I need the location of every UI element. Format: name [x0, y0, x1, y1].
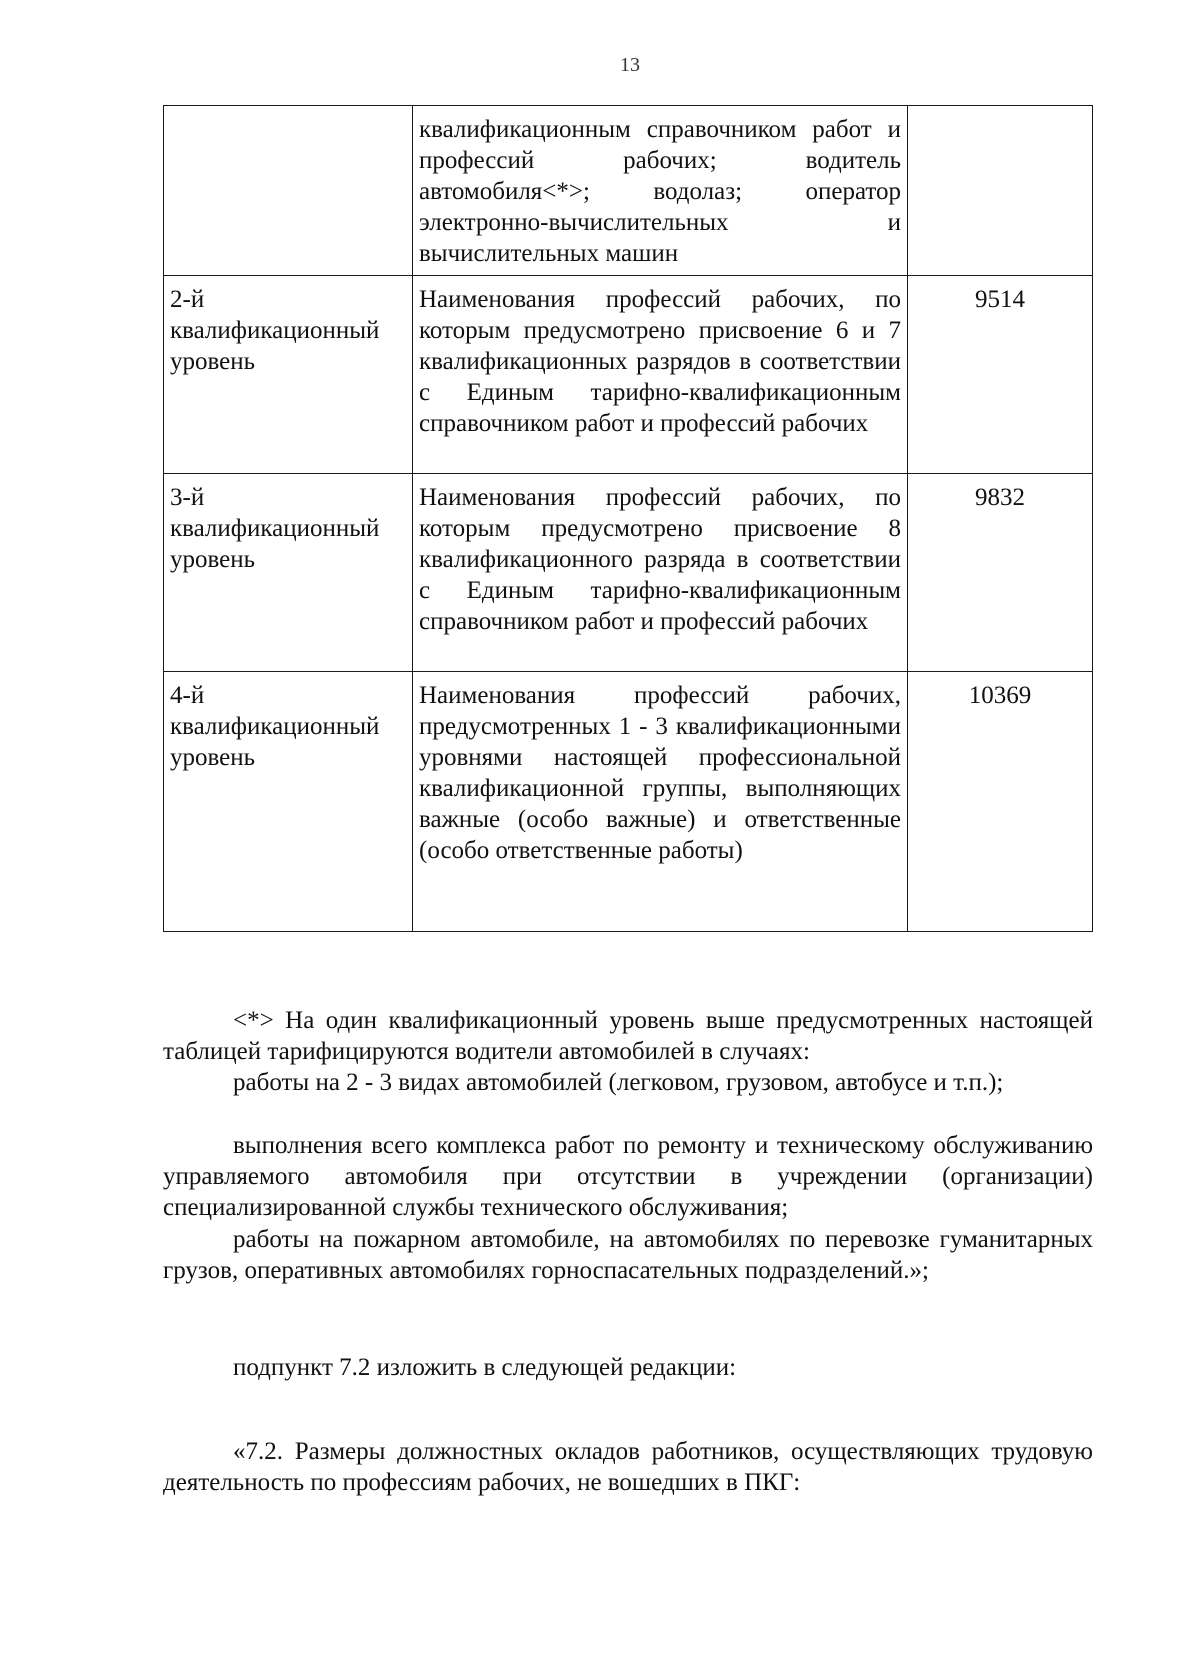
salary-cell: 9832	[908, 474, 1093, 672]
salary-cell: 10369	[908, 672, 1093, 932]
table-row	[164, 276, 1093, 474]
table-row	[164, 106, 1093, 276]
level-cell: 4-й квалификационный уровень	[164, 672, 413, 932]
footnote-paragraph: работы на пожарном автомобиле, на автомобилях по перевозке гуманитарных грузов, оперативных автомобилях горноспасательных подразделений.»;	[163, 1226, 1093, 1284]
description-text: квалификационным справочником работ и профессий рабочих; водитель автомобиля<*>; водолаз; оператор электронно-вычислительных и вычислительных машин	[419, 116, 901, 267]
table-row	[164, 672, 1093, 932]
salary-cell: 9514	[908, 276, 1093, 474]
qualification-table	[163, 105, 1093, 932]
description-cell	[413, 106, 908, 276]
footnote-paragraph: <*> На один квалификационный уровень выше предусмотренных настоящей таблицей тарифицируются водители автомобилей в случаях:	[163, 1007, 1093, 1065]
description-text: Наименования профессий рабочих, по которым предусмотрено присвоение 6 и 7 квалификационных разрядов в соответствии с Единым тарифно-квалификационным справочником работ и профессий рабочих	[419, 286, 901, 437]
footnote-paragraph: выполнения всего комплекса работ по ремонту и техническому обслуживанию управляемого автомобиля при отсутствии в учреждении (организации) специализированной службы технического обслуживания;	[163, 1132, 1093, 1221]
page-number: 13	[620, 54, 640, 76]
subpoint-instruction: подпункт 7.2 изложить в следующей редакции:	[233, 1354, 737, 1381]
level-cell	[164, 106, 413, 276]
description-text: Наименования профессий рабочих, предусмотренных 1 - 3 квалификационными уровнями настоящей профессиональной квалификационной группы, выполняющих важные (особо важные) и ответственные (особо ответственные работы)	[419, 682, 901, 864]
clause-7-2-paragraph: «7.2. Размеры должностных окладов работников, осуществляющих трудовую деятельность по профессиям рабочих, не вошедших в ПКГ:	[163, 1438, 1093, 1496]
description-text: Наименования профессий рабочих, по которым предусмотрено присвоение 8 квалификационного разряда в соответствии с Единым тарифно-квалификационным справочником работ и профессий рабочих	[419, 484, 901, 635]
level-cell: 3-й квалификационный уровень	[164, 474, 413, 672]
salary-cell	[908, 106, 1093, 276]
table-row	[164, 474, 1093, 672]
footnote-paragraph: работы на 2 - 3 видах автомобилей (легковом, грузовом, автобусе и т.п.);	[233, 1069, 1004, 1096]
description-cell	[413, 276, 908, 474]
description-cell	[413, 672, 908, 932]
description-cell	[413, 474, 908, 672]
level-cell: 2-й квалификационный уровень	[164, 276, 413, 474]
